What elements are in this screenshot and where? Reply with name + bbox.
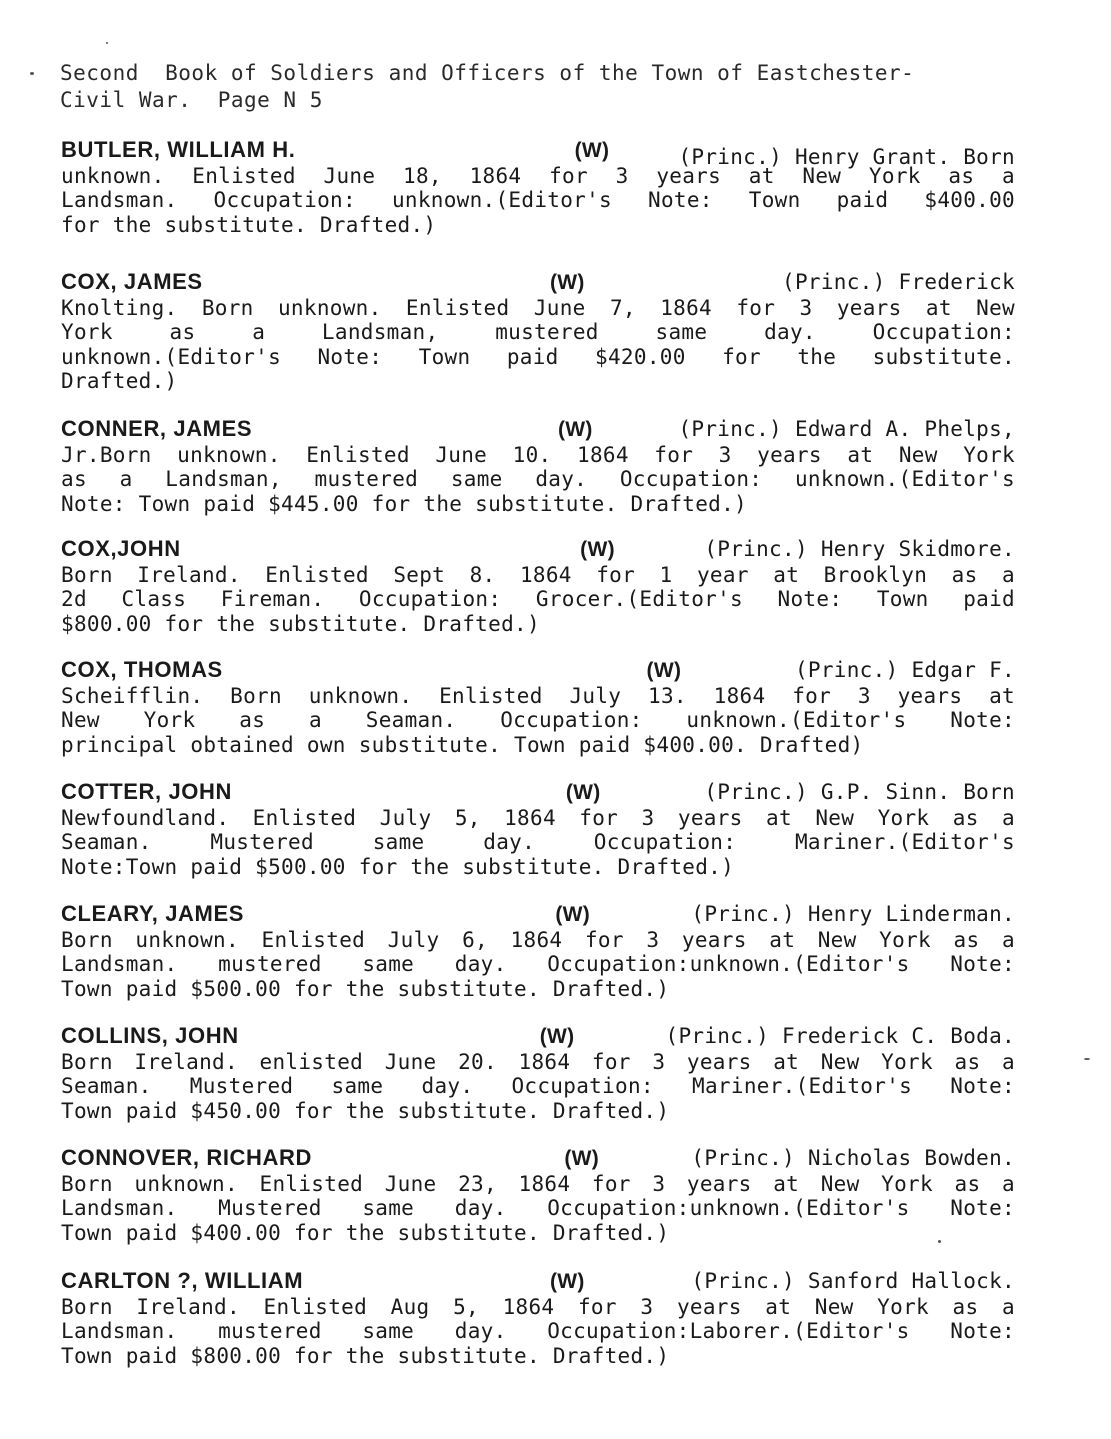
soldier-name: CARLTON ?, WILLIAM	[61, 1268, 304, 1293]
soldier-name: BUTLER, WILLIAM H.	[61, 137, 296, 162]
entry-line: Scheifflin. Born unknown. Enlisted July 13. 1864 for 3 years at	[61, 683, 1015, 708]
soldier-name: COX, JAMES	[61, 269, 203, 294]
soldier-mark: (W)	[557, 418, 593, 441]
entry-line: Town paid $400.00 for the substitute. Drafted.)	[61, 1220, 670, 1245]
entry-line: Jr.Born unknown. Enlisted June 10. 1864 for 3 years at New York	[61, 442, 1015, 467]
entry-first-line	[61, 658, 1015, 684]
entry-line: Landsman. Occupation: unknown.(Editor's Note: Town paid $400.00	[61, 188, 1015, 212]
principal-text: (Princ.) Frederick C. Boda.	[665, 1024, 1015, 1048]
entry-first-line	[61, 270, 1015, 296]
entry-line: New York as a Seaman. Occupation: unknown.(Editor's Note:	[61, 708, 1015, 732]
principal-text: (Princ.) Henry Skidmore.	[704, 537, 1015, 561]
entry-line: Newfoundland. Enlisted July 5, 1864 for 3 years at New York as a	[61, 805, 1015, 830]
soldier-entry	[61, 1269, 1015, 1368]
entry-line: Born Ireland. enlisted June 20. 1864 for 3 years at New York as a	[61, 1049, 1015, 1074]
soldier-name: COX,JOHN	[61, 536, 181, 561]
soldier-mark: (W)	[580, 538, 615, 561]
scan-speck	[30, 72, 34, 75]
principal-text: (Princ.) Edward A. Phelps,	[678, 417, 1015, 441]
principal-text: (Princ.) Henry Linderman.	[691, 902, 1015, 926]
soldier-name: CLEARY, JAMES	[61, 901, 245, 926]
entry-first-line	[61, 417, 1015, 443]
entry-line: Born unknown. Enlisted June 23, 1864 for 3 years at New York as a	[61, 1171, 1015, 1196]
principal-text: (Princ.) Nicholas Bowden.	[691, 1146, 1015, 1170]
entry-line: $800.00 for the substitute. Drafted.)	[61, 611, 540, 636]
entry-line: 2d Class Fireman. Occupation: Grocer.(Editor's Note: Town paid	[61, 587, 1015, 611]
entry-line: for the substitute. Drafted.)	[61, 212, 437, 237]
soldier-mark: (W)	[646, 659, 682, 682]
principal-text: (Princ.) Frederick	[782, 270, 1015, 294]
soldier-name: CONNOVER, RICHARD	[61, 1145, 312, 1170]
entry-line: Note:Town paid $500.00 for the substitute. Drafted.)	[61, 854, 735, 879]
soldier-name: CONNER, JAMES	[61, 416, 253, 441]
entry-line: Seaman. Mustered same day. Occupation: Mariner.(Editor's	[61, 830, 1015, 854]
entry-line: unknown. Enlisted June 18, 1864 for 3 years at New York as a	[61, 163, 1015, 188]
entry-line: York as a Landsman, mustered same day. Occupation:	[61, 320, 1015, 344]
soldier-entry	[61, 780, 1015, 879]
soldier-mark: (W)	[565, 781, 601, 804]
entry-line: Landsman. mustered same day. Occupation:unknown.(Editor's Note:	[61, 952, 1015, 976]
soldier-entry	[61, 417, 1015, 516]
entry-line: Town paid $450.00 for the substitute. Drafted.)	[61, 1098, 670, 1123]
entry-first-line	[61, 1024, 1015, 1050]
entry-line: as a Landsman, mustered same day. Occupation: unknown.(Editor's	[61, 467, 1015, 491]
soldier-name: COTTER, JOHN	[61, 779, 232, 804]
entry-line: Born unknown. Enlisted July 6, 1864 for 3 years at New York as a	[61, 927, 1015, 952]
soldier-mark: (W)	[539, 1025, 575, 1048]
entry-line: Town paid $500.00 for the substitute. Drafted.)	[61, 976, 670, 1001]
soldier-mark: (W)	[549, 1270, 585, 1293]
soldier-entry	[61, 1146, 1015, 1245]
scan-speck	[106, 42, 108, 44]
entry-first-line	[61, 137, 1015, 169]
header-line-1: Second Book of Soldiers and Officers of the Town of Eastchester-	[60, 61, 915, 85]
entry-first-line	[61, 1269, 1015, 1295]
entry-line: Drafted.)	[61, 369, 178, 393]
entry-line: Landsman. Mustered same day. Occupation:unknown.(Editor's Note:	[61, 1196, 1015, 1220]
soldier-mark: (W)	[564, 1147, 600, 1170]
soldier-entry	[61, 138, 1015, 237]
entry-first-line	[61, 1146, 1015, 1172]
scan-speck	[1084, 1058, 1090, 1060]
entry-first-line	[61, 780, 1015, 806]
entry-line: principal obtained own substitute. Town paid $400.00. Drafted)	[61, 732, 864, 757]
document-header	[60, 60, 1020, 114]
soldier-name: COLLINS, JOHN	[61, 1023, 239, 1048]
soldier-entry	[61, 902, 1015, 1001]
principal-text: (Princ.) G.P. Sinn. Born	[704, 780, 1015, 804]
soldier-entry	[61, 270, 1015, 394]
entry-first-line	[61, 537, 1015, 563]
principal-text: (Princ.) Sanford Hallock.	[691, 1269, 1015, 1293]
entry-line: Town paid $800.00 for the substitute. Drafted.)	[61, 1343, 670, 1368]
soldier-entry	[61, 1024, 1015, 1123]
principal-text: (Princ.) Edgar F.	[794, 658, 1015, 682]
soldier-entry	[61, 537, 1015, 636]
entry-line: unknown.(Editor's Note: Town paid $420.00 for the substitute.	[61, 344, 1015, 369]
entry-line: Seaman. Mustered same day. Occupation: Mariner.(Editor's Note:	[61, 1074, 1015, 1098]
entry-line: Born Ireland. Enlisted Sept 8. 1864 for 1 year at Brooklyn as a	[61, 562, 1015, 587]
soldier-name: COX, THOMAS	[61, 657, 223, 682]
entry-line: Note: Town paid $445.00 for the substitute. Drafted.)	[61, 491, 747, 516]
soldier-mark: (W)	[550, 271, 585, 294]
entry-first-line	[61, 902, 1015, 928]
entry-line: Landsman. mustered same day. Occupation:Laborer.(Editor's Note:	[61, 1319, 1015, 1343]
header-line-2: Civil War. Page N 5	[60, 88, 323, 112]
soldier-mark: (W)	[555, 903, 591, 926]
soldier-mark: (W)	[574, 139, 610, 162]
soldier-entry	[61, 658, 1015, 757]
entry-line: Born Ireland. Enlisted Aug 5, 1864 for 3 years at New York as a	[61, 1294, 1015, 1319]
entry-line: Knolting. Born unknown. Enlisted June 7, 1864 for 3 years at New	[61, 295, 1015, 320]
principal-text: (Princ.) Henry Grant. Born	[678, 145, 1015, 169]
